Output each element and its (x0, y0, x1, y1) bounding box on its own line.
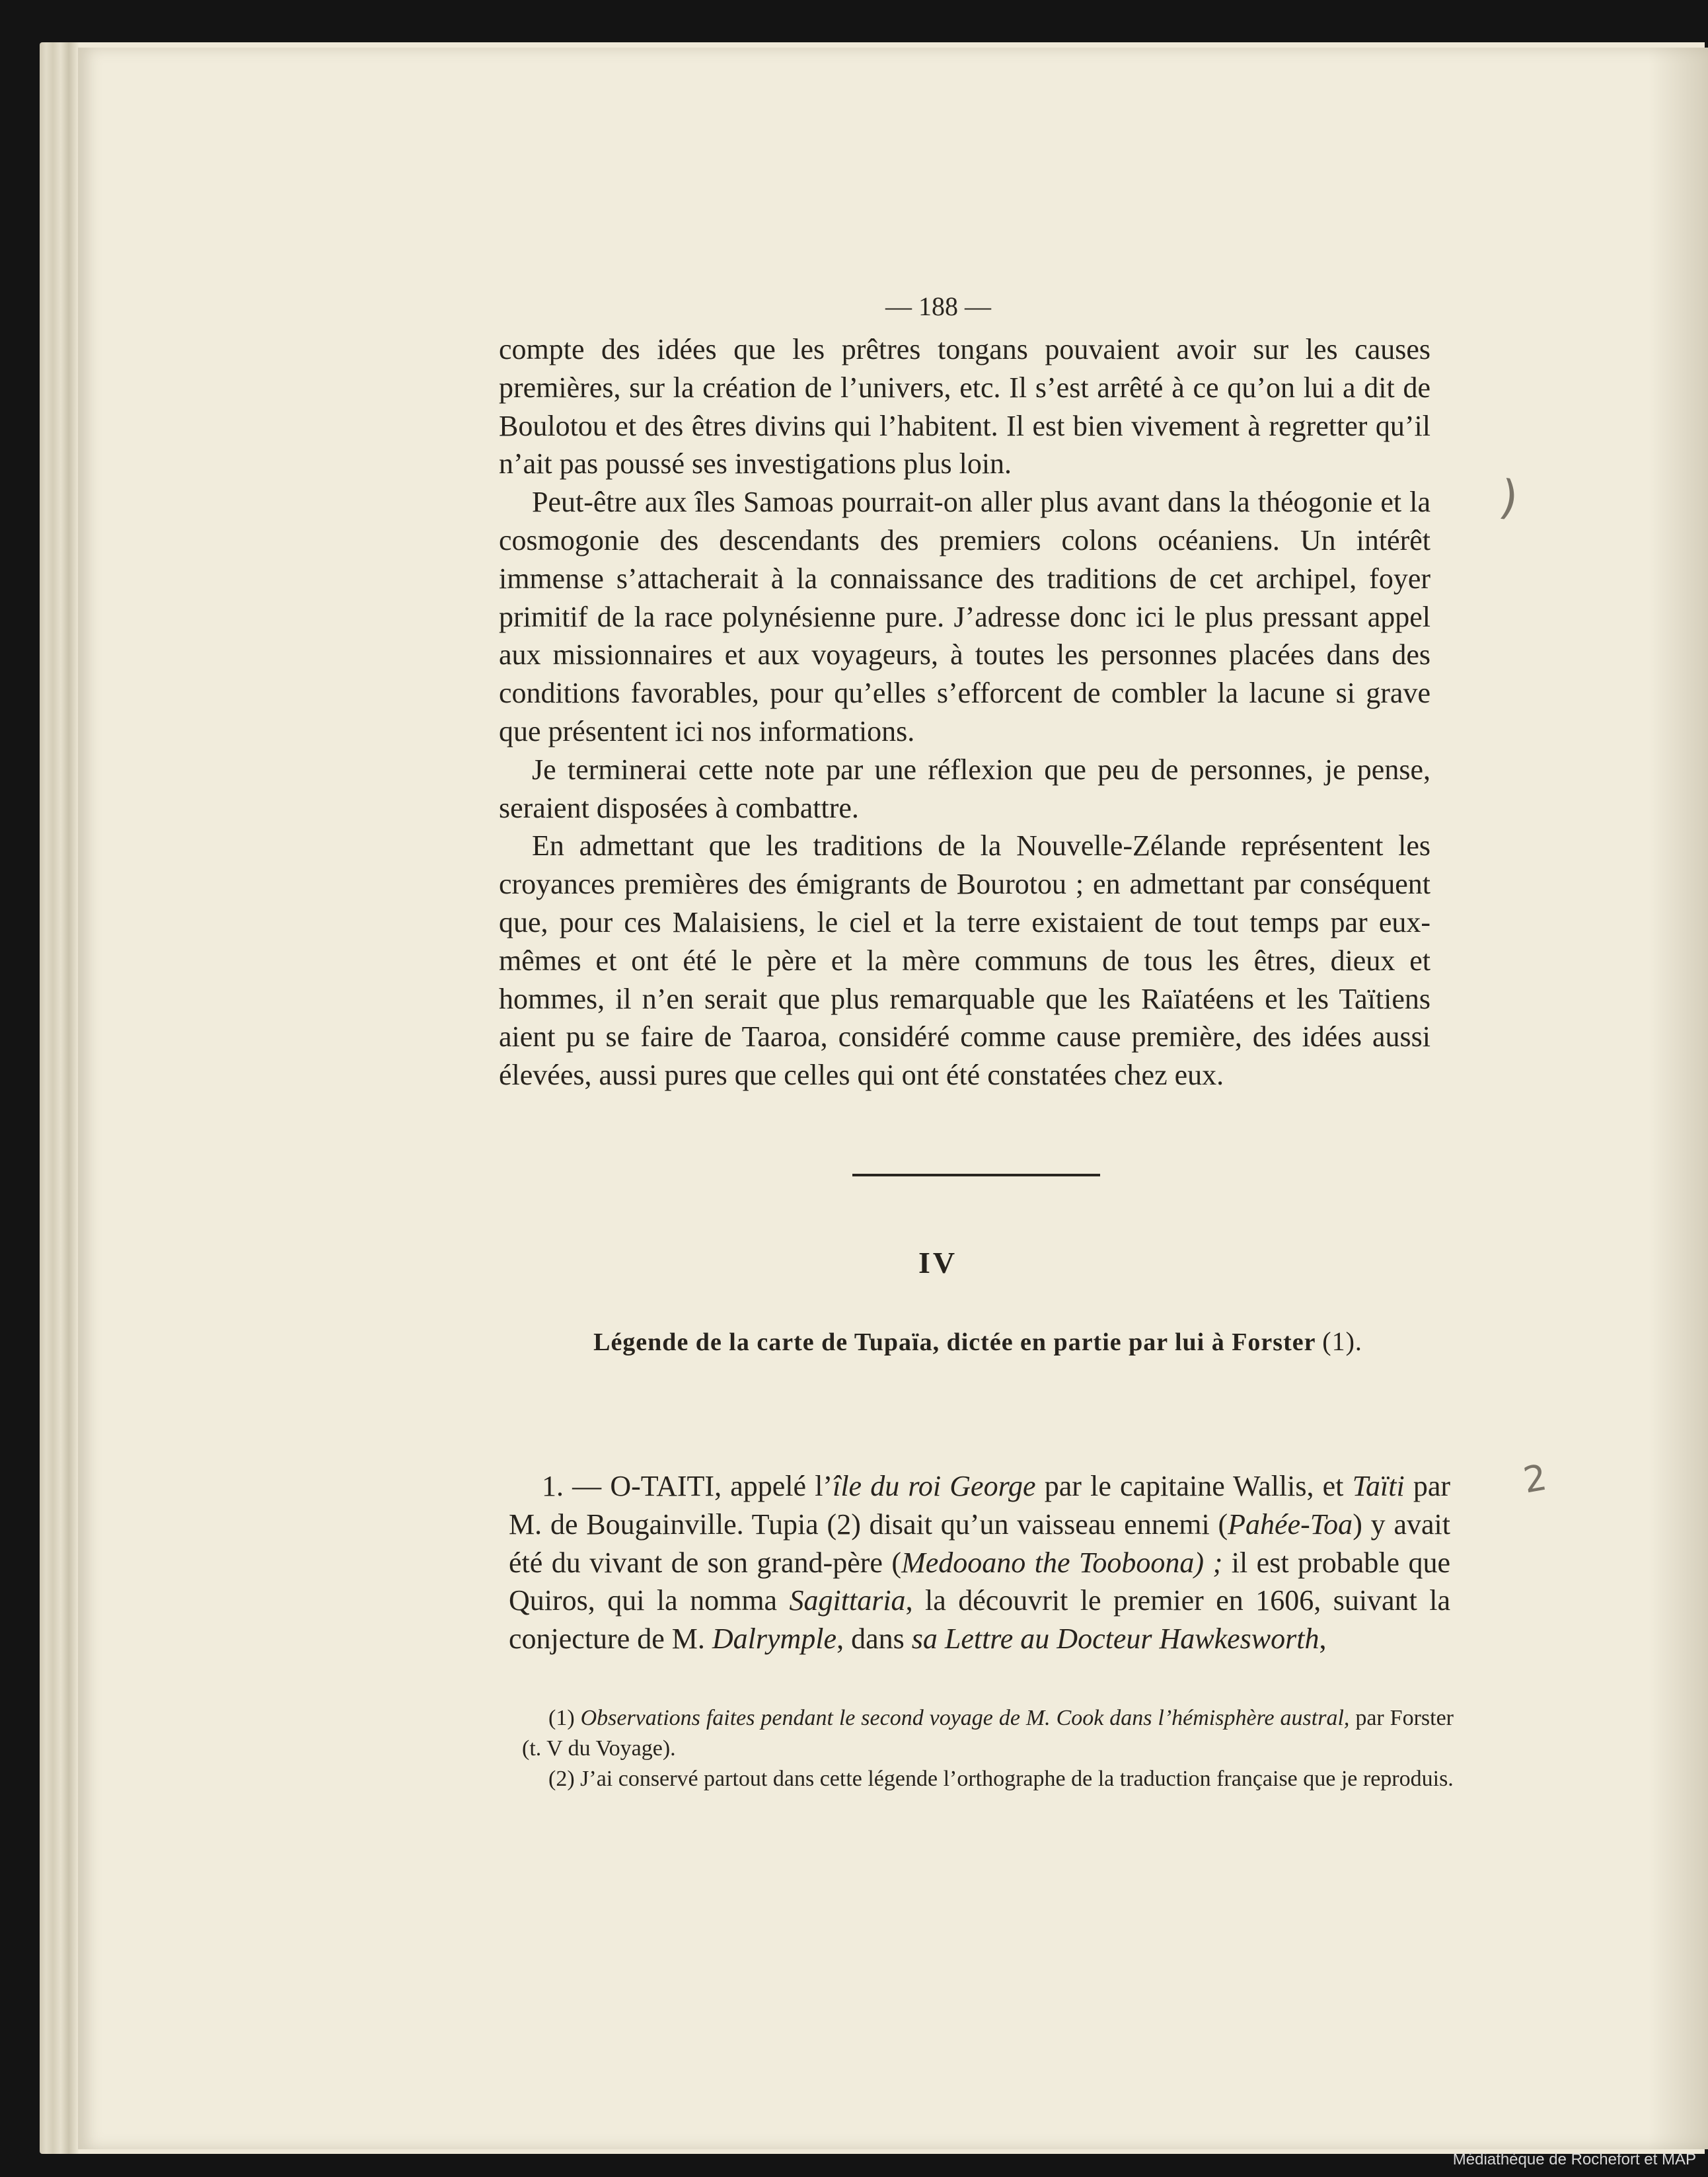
footnote-1-mark: (1) (548, 1706, 575, 1730)
entry-italic: Medooano the Tooboona) ; (901, 1546, 1223, 1579)
section-numeral: IV (918, 1246, 958, 1279)
entry-italic: Sagittaria (789, 1584, 906, 1617)
entry-italic: Dalrymple (712, 1623, 837, 1656)
entry-italic: île du roi George (833, 1470, 1036, 1502)
entry-text: par le capitaine Wallis, et (1035, 1470, 1353, 1502)
entry-text: O-TAITI, appelé l’ (610, 1470, 833, 1502)
scan-credit: Médiathèque de Rochefort et MAP (1452, 2151, 1696, 2168)
footnotes (522, 1703, 1454, 1794)
footnote-1-title: Observations faites pendant le second voyage de M. Cook dans l’hémisphère austral, (580, 1706, 1350, 1730)
entry-italic: Pahée-Toa (1228, 1508, 1353, 1541)
section-title-footnote-ref: (1). (1322, 1326, 1362, 1356)
page-number: — 188 — (885, 291, 991, 321)
pencil-number-mark: 2 (1520, 1456, 1550, 1502)
footnote-1 (522, 1703, 1454, 1764)
section-title-text: Légende de la carte de Tupaïa, dictée en partie par lui à Forster (593, 1328, 1316, 1356)
entry-paragraph (509, 1467, 1450, 1658)
pencil-bracket-mark: ) (1496, 469, 1522, 526)
section-separator-rule (852, 1174, 1100, 1176)
paragraph-samoas: Peut-être aux îles Samoas pourrait-on aller plus avant dans la théogonie et la cosmogonie des descendants des premiers colons océaniens. Un intérêt immense s’attacherait à la connaissance des traditions de cet archipel, foyer primitif de la race polynésienne pure. J’adresse donc ici le plus pressant appel aux missionnaires et aux voyageurs, à toutes les personnes placées dans des conditions favorables, pour qu’elles s’efforcent de combler la lacune si grave que présentent ici nos informations. (499, 486, 1430, 747)
section-title (515, 1324, 1440, 1359)
entry-text: , dans (836, 1623, 912, 1656)
footnote-1-text: par Forster (t. V du Voyage). (522, 1706, 1454, 1761)
entry-text: , (1319, 1623, 1327, 1656)
paragraph-nouvelle-zelande: En admettant que les traditions de la Nouvelle-Zélande représentent les croyances premières des émigrants de Bourotou ; en admettant par conséquent que, pour ces Malaisiens, le ciel et la terre existaient de tout temps par eux-mêmes et ont été le père et la mère communs de tous les êtres, dieux et hommes, il n’en serait que plus remarquable que les Raïatéens et les Taïtiens aient pu se faire de Taaroa, considéré comme cause première, des idées aussi élevées, aussi pures que celles qui ont été constatées chez eux. (499, 829, 1430, 1092)
paragraph-reflexion: Je terminerai cette note par une réflexion que peu de personnes, je pense, seraient disposées à combattre. (499, 753, 1430, 824)
entry-text: ) y avait été du vivant de son grand-père ( (509, 1508, 1450, 1579)
paragraph-continuation: compte des idées que les prêtres tongans pouvaient avoir sur les causes premières, sur la création de l’univers, etc. Il s’est arrêté à ce qu’on lui a dit de Boulotou et des êtres divins qui l’habitent. Il est bien vivement à regretter qu’il n’ait pas poussé ses investigations plus loin. (499, 333, 1430, 480)
entry-number: 1. — (542, 1470, 602, 1502)
entry-o-taiti (509, 1467, 1450, 1658)
entry-text: , la découvrit le premier en 1606, suivant la conjecture de M. (509, 1584, 1451, 1656)
entry-italic: sa Lettre au Docteur Hawkesworth (911, 1623, 1319, 1656)
entry-text: par M. de Bougainville. Tupia (2) disait qu’un vaisseau ennemi ( (509, 1470, 1451, 1541)
entry-text: il est probable que Quiros, qui la nomma (509, 1546, 1450, 1617)
body-text (499, 330, 1430, 1094)
entry-italic: Taïti (1352, 1470, 1405, 1502)
footnote-2: (2) J’ai conservé partout dans cette légende l’orthographe de la traduction française que je reproduis. (548, 1767, 1454, 1791)
